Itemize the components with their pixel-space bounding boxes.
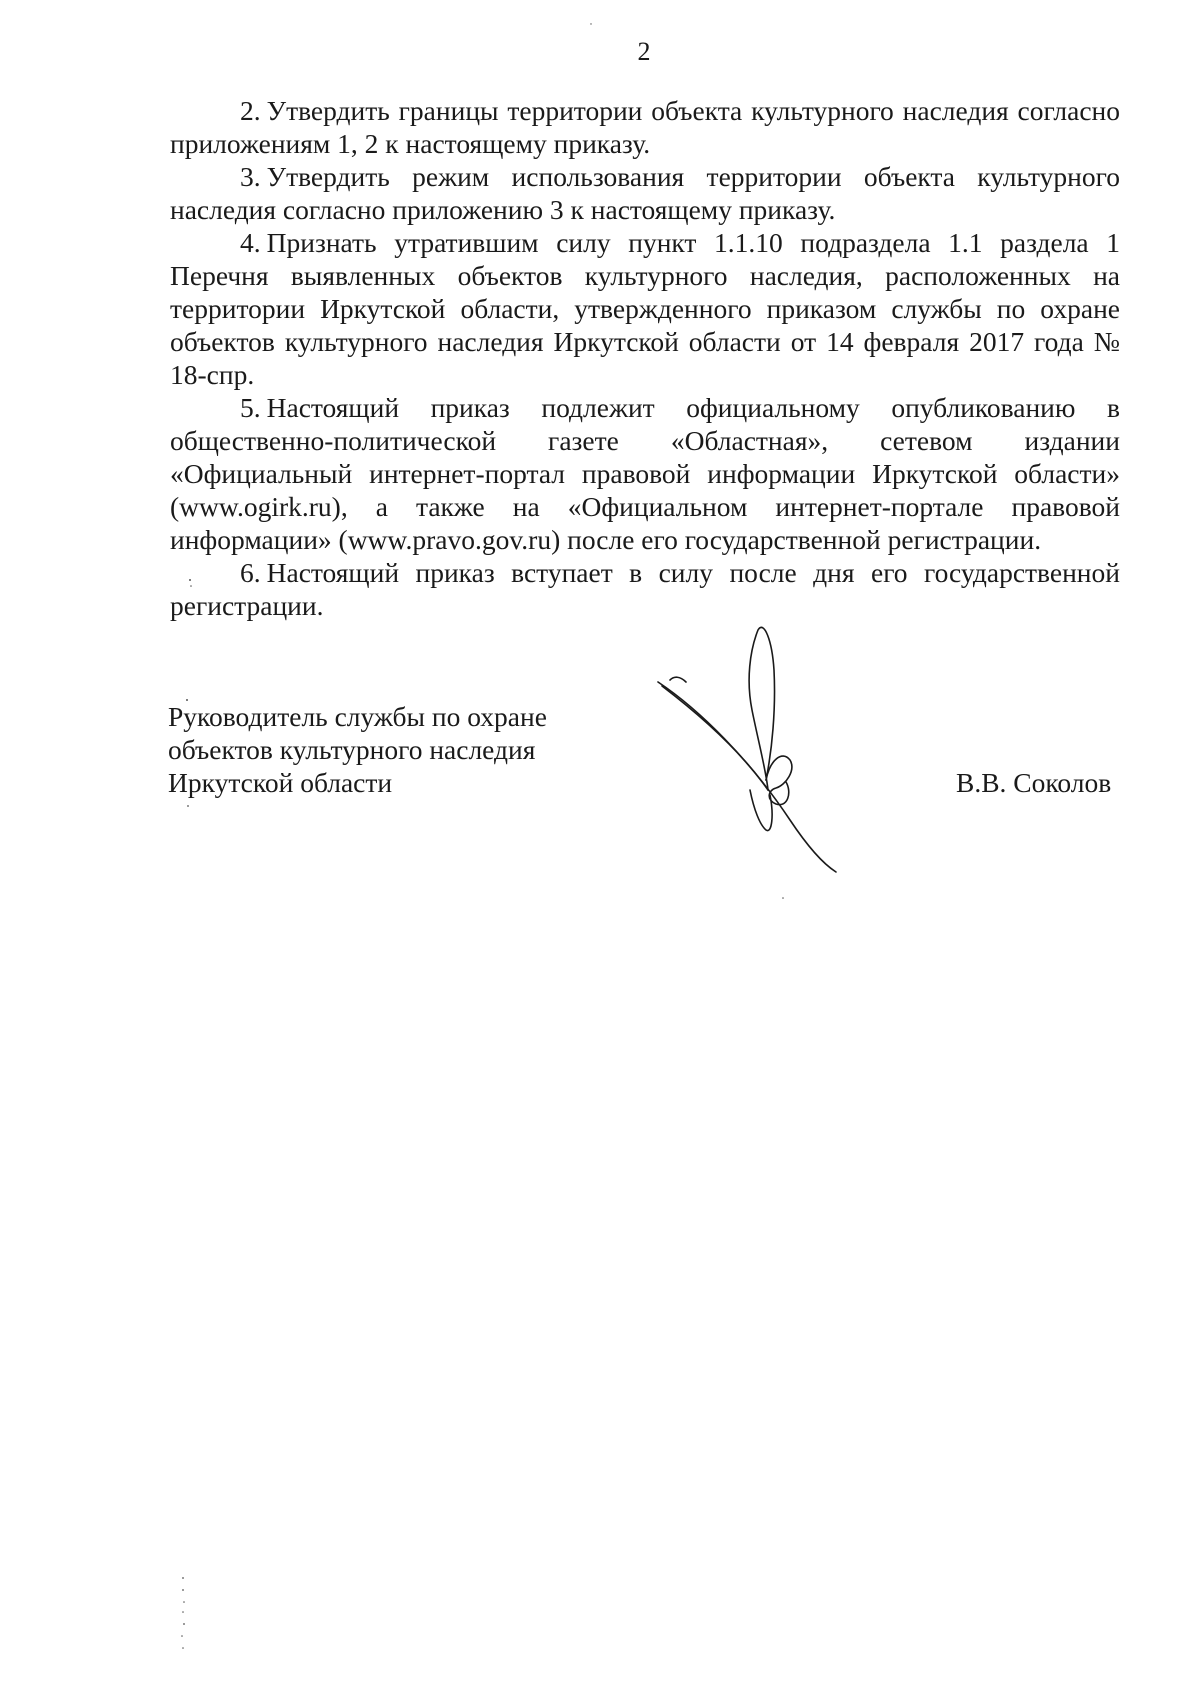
page-number: 2 (637, 37, 651, 66)
paragraph-number: 4. (240, 227, 261, 258)
paragraph-text: Признать утратившим силу пункт 1.1.10 подраздела 1.1 раздела 1 Перечня выявленных объектов культурного наследия, расположенных на территории Иркутской области, утвержденного приказом службы по охране объектов культурного наследия Иркутской области от 14 февраля 2017 года № 18-спр. (170, 227, 1120, 390)
paragraph-2 (170, 94, 1120, 160)
position-line: Иркутской области (168, 767, 393, 798)
handwritten-signature (640, 620, 880, 880)
paragraph-number: 3. (240, 161, 261, 192)
paragraph-text: Утвердить режим использования территории объекта культурного наследия согласно приложению 3 к настоящему приказу. (170, 161, 1120, 225)
paragraph-number: 2. (240, 95, 261, 126)
paragraph-number: 5. (240, 392, 261, 423)
paragraph-4 (170, 226, 1120, 391)
position-line: объектов культурного наследия (168, 734, 536, 765)
paragraph-3 (170, 160, 1120, 226)
paragraph-text: Настоящий приказ вступает в силу после дня его государственной регистрации. (170, 557, 1120, 621)
paragraph-text: Утвердить границы территории объекта культурного наследия согласно приложениям 1, 2 к настоящему приказу. (170, 95, 1120, 159)
paragraph-text: Настоящий приказ подлежит официальному опубликованию в общественно-политической газете «Областная», сетевом издании «Официальный интернет-портал правовой информации Иркутской области» (www.ogirk.ru), а также на «Официальном интернет-портале правовой информации» (www.pravo.gov.ru) после его государственной регистрации. (170, 392, 1120, 555)
paragraph-6 (170, 556, 1120, 622)
paragraph-number: 6. (240, 557, 261, 588)
signer-name: В.В. Соколов (956, 767, 1112, 798)
position-line: Руководитель службы по охране (168, 701, 547, 732)
document-body (170, 94, 1120, 622)
paragraph-5 (170, 391, 1120, 556)
